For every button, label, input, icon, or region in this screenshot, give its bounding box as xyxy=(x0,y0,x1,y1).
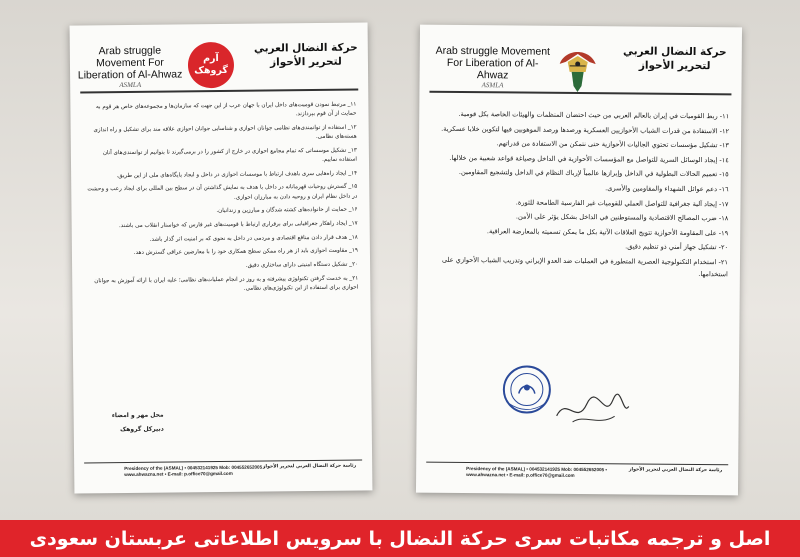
handwritten-signature-icon xyxy=(553,386,633,431)
org-acronym: ASMLA xyxy=(481,81,504,90)
organization-emblem-icon xyxy=(555,42,599,96)
clause-12: ١٢- الاستفادة من قدرات الشباب الأحوازيين العسكرية ورصدها ورصد الموهوبين فيها لتكوين خلايا عسكرية. xyxy=(441,124,730,135)
clause-18: ١٨- ضرب المصالح الاقتصادية والمستوطنين في الداخل بشكل يؤثر على الأمن. xyxy=(515,212,729,223)
letterhead xyxy=(70,32,369,93)
signature-label: محل مهر و امضاء xyxy=(111,411,164,420)
clause-17: ١٧- إيجاد آلية جغرافية للتواصل العملي للقوميات غير الفارسية الطامحة للثورة. xyxy=(515,198,729,208)
footer-presidency-arabic: رئاسة حركة النضال العربي لتحرير الأحواز xyxy=(262,463,357,470)
clause-12: ۱۲_ استفاده از توانمندی‌های نظامی جوانان احوازی و شناسایی جوانان احوازی علاقه مند برای تشکیل و راه اندازی هسته‌های نظامی. xyxy=(93,124,357,141)
clause-20: ۲۰_ تشکیل دستگاه امنیتی دارای ساختاری دقیق. xyxy=(245,261,359,269)
clause-20: ٢٠- تشكيل جهاز أمني ذو تنظيم دقيق. xyxy=(625,242,729,252)
signatory-title: دبیرکل گروهک xyxy=(120,425,164,434)
document-footer xyxy=(426,462,728,478)
footer-contact-english: Presidency of the (ASMAL) • 004532141925 Mob: 004552652005 • www.ahwazna.net • E-mail: p.office70@gmail.com xyxy=(466,466,608,478)
org-name-arabic: حركة النضال العربي لتحرير الأحواز xyxy=(622,45,727,73)
clause-16: ١٦- دعم عوائل الشهداء والمقاومين والأسرى. xyxy=(605,184,729,194)
org-name-english: Arab struggle Movement For Liberation of Al-Ahwaz xyxy=(77,44,183,82)
clause-13: ۱۳_ تشکیل موسساتی که تمام مجامع احوازی در خارج از کشور را در برمی‌گیرند تا بتوانیم از توانمندی‌های آنان استفاده نماییم. xyxy=(102,147,358,163)
document-footer xyxy=(84,460,362,478)
clause-19: ١٩- على المقاومة الأحوازية تتويج العلاقات الآتية بكل ما يمكن تسميته بالمعارضة العراقية. xyxy=(486,226,729,238)
clause-13: ١٣- تشكيل مؤسسات تحتوي الجاليات الأحوازية حتى نتمكن من الاستفادة من قدراتهم. xyxy=(496,139,730,150)
group-logo-placeholder-stamp xyxy=(188,42,234,88)
org-acronym: ASMLA xyxy=(119,80,142,90)
clause-11: ١١- ربط القوميات في إيران بالعالم العربي من حيث احتضان المنظمات والهيئات الخاصة بكل قومية. xyxy=(458,109,730,121)
stamp-line-2: گروهک xyxy=(194,64,228,77)
clause-15: ۱۵_ گسترش روحیات قهرمانانه در داخل با هدف به نمایش گذاشتن آن در سطح بین المللی برای ایجاد رعب و وحشت در داخل نظام ایران و روحیه دادن به مبارزان احوازی. xyxy=(87,183,358,201)
document-body xyxy=(432,109,729,284)
persian-translation-document xyxy=(70,22,373,493)
clause-18: ۱۸_ هدف قرار دادن منافع اقتصادی و مردمی در داخل به نحوی که بر امنیت اثر گذار باشد. xyxy=(149,234,358,243)
caption-title: اصل و ترجمه مکاتبات سری حرکة النضال با سرویس اطلاعاتی عربستان سعودی xyxy=(29,527,771,550)
caption-bar xyxy=(0,520,800,557)
footer-contact-english: Presidency of the (ASMAL) • 004532141925 Mob: 004552652005 • www.ahwazna.net • E-mail: p.office70@gmail.com xyxy=(124,464,266,478)
letterhead-english xyxy=(433,45,551,91)
official-seal-stamp-icon xyxy=(501,363,553,415)
org-name-english: Arab struggle Movement For Liberation of Al-Ahwaz xyxy=(435,44,551,82)
clause-11: ۱۱_ مرتبط نمودن قومیت‌های داخل ایران با جهان عرب از این جهت که سازمان‌ها و مجموعه‌های خاص هر قوم به حمایت از آن قوم بپردازند. xyxy=(95,101,357,118)
signature-block xyxy=(94,409,164,438)
clause-17: ۱۷_ ایجاد راهکار جغرافیایی برای برقراری ارتباط با قومیت‌های غیر فارس که خواستار انقلاب می باشند. xyxy=(118,220,358,230)
clause-15: ١٥- تعميم الحالات البطولية في الداخل وإبرازها عالمياً لإرباك النظام في الداخل ولتشجيع المقاومين. xyxy=(458,168,729,179)
letterhead xyxy=(419,35,741,96)
clause-21: ۲۱_ به خدمت گرفتن تکنولوژی پیشرفته و به روز در انجام عملیات‌های نظامی؛ علیه ایران با ارائه آموزش به جوانان احوازی برای استفاده از این تکنولوژی‌های نظامی. xyxy=(94,275,359,292)
stamp-line-1: آرم xyxy=(203,53,219,65)
clause-16: ۱۶_ حمایت از خانواده‌های کشته شدگان و مبارزین و زندانیان. xyxy=(216,206,358,215)
clause-14: ١٤- إيجاد الوسائل السرية للتواصل مع المؤسسات الأحوازية في الداخل وصياغة قواعد شعبية من خلالها. xyxy=(449,153,729,165)
arabic-original-document xyxy=(416,25,742,496)
clause-14: ۱۴_ ایجاد راه‌هایی سری باهدف ارتباط با موسسات احوازی در داخل و ایجاد پایگاه‌های ملی از این طریق. xyxy=(116,170,358,179)
footer-presidency-arabic: رئاسة حركة النضال العربي لتحرير الأحواز xyxy=(628,467,723,474)
document-body xyxy=(84,101,358,301)
clause-21: ٢١- استخدام التكنولوجية العصرية المتطورة في العمليات ضد العدو الإيراني وتدريب الشباب الأحوازي على استخدامها. xyxy=(441,255,729,278)
org-name-arabic: حركة النضال العربي لتحرير الأحواز xyxy=(253,41,358,69)
clause-19: ۱۹_ مقاومت احوازی باید از هر راه ممکن سطح همکاری خود را با معارضین عراقی گسترش دهد. xyxy=(133,248,358,257)
letterhead-english xyxy=(76,44,184,90)
